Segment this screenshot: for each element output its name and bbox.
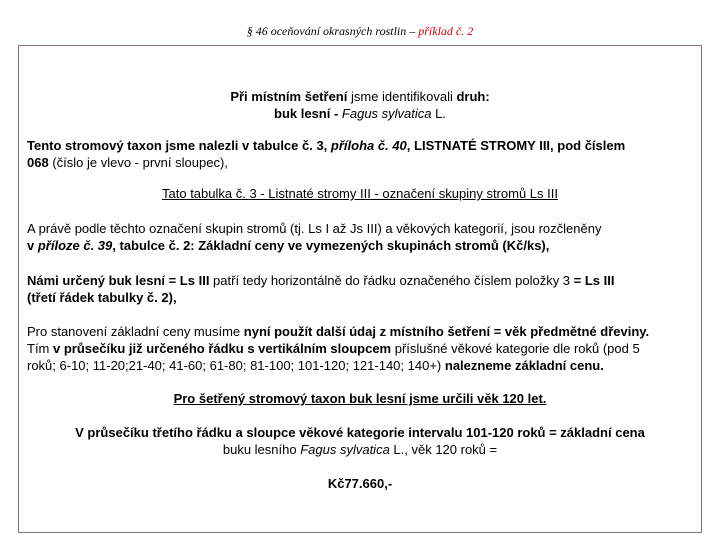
determined-age: Pro šetřený stromový taxon buk lesní jsme určili věk 120 let. xyxy=(173,391,547,406)
row-group-2: = Ls III xyxy=(573,273,615,288)
item-number: 068 xyxy=(27,155,49,170)
base-price: Kč77.660,- xyxy=(327,476,393,491)
age-line-1 xyxy=(27,323,697,340)
finding-line-1 xyxy=(18,88,702,105)
age-text-3: příslušné věkové kategorie dle roků (pod 5 xyxy=(391,341,640,356)
taxon-table-line-2 xyxy=(27,154,697,171)
result-line-1 xyxy=(18,424,702,441)
age-text-2: Tím xyxy=(27,341,53,356)
result-text: V průsečíku třetího řádku a sloupce věkové kategorie intervalu 101-120 roků = základní cena xyxy=(75,425,645,440)
annex-39-ref: příloze č. 39 xyxy=(37,238,113,253)
finding-text: jsme identifikovali xyxy=(347,89,457,104)
species-author: L. xyxy=(431,106,446,121)
age-line-2 xyxy=(27,340,697,357)
slide-header xyxy=(0,24,720,39)
annex-ref: příloha č. 40 xyxy=(330,138,407,153)
age-text: Pro stanovení základní ceny musíme xyxy=(27,324,244,339)
groups-line-1: A právě podle těchto označení skupin stromů (tj. Ls I až Js III) a věkových kategorií, jsou rozčleněny xyxy=(27,221,602,236)
intersection-emphasis: v průsečíku již určeného řádku s vertikálním sloupcem xyxy=(53,341,392,356)
field-survey-label: Při místním šetření xyxy=(230,89,348,104)
table-2-title: , tabulce č. 2: Základní ceny ve vymezených skupinách stromů (Kč/ks), xyxy=(112,238,550,253)
groups-prefix: v xyxy=(27,238,38,253)
result-text-2: buku lesního xyxy=(222,442,301,457)
species-label: druh: xyxy=(456,89,490,104)
age-categories: roků; 6-10; 11-20;21-40; 41-60; 61-80; 81-100; 101-120; 121-140; 140+) xyxy=(27,358,445,373)
row-line-2: (třetí řádek tabulky č. 2), xyxy=(27,290,177,305)
header-example-label: příklad č. 2 xyxy=(418,24,474,38)
result-text-3: L., věk 120 roků = xyxy=(389,442,498,457)
taxon-table-line-1 xyxy=(27,137,697,154)
row-group: Námi určený buk lesní = Ls III xyxy=(27,273,210,288)
species-latin: Fagus sylvatica xyxy=(341,106,432,121)
species-name: buk lesní - xyxy=(274,106,342,121)
result-line-2 xyxy=(18,441,702,458)
groups-line-2 xyxy=(27,237,697,254)
age-emphasis: nyní použít další údaj z místního šetření = věk předmětné dřeviny. xyxy=(243,324,650,339)
age-line-3 xyxy=(27,357,697,374)
row-line-1 xyxy=(27,272,697,289)
find-price-emphasis: nalezneme základní cenu. xyxy=(444,358,604,373)
row-text: patří tedy horizontálně do řádku označeného číslem položky 3 xyxy=(209,273,574,288)
table-group-heading: Tato tabulka č. 3 - Listnaté stromy III - označení skupiny stromů Ls III xyxy=(162,186,558,201)
finding-line-2 xyxy=(18,105,702,122)
item-note: (číslo je vlevo - první sloupec), xyxy=(48,155,228,170)
taxon-text-2: , LISTNATÉ STROMY III, pod číslem xyxy=(406,138,626,153)
result-latin: Fagus sylvatica xyxy=(300,442,390,457)
header-title: § 46 oceňování okrasných rostlin – xyxy=(246,24,419,38)
taxon-text: Tento stromový taxon jsme nalezli v tabulce č. 3, xyxy=(27,138,331,153)
